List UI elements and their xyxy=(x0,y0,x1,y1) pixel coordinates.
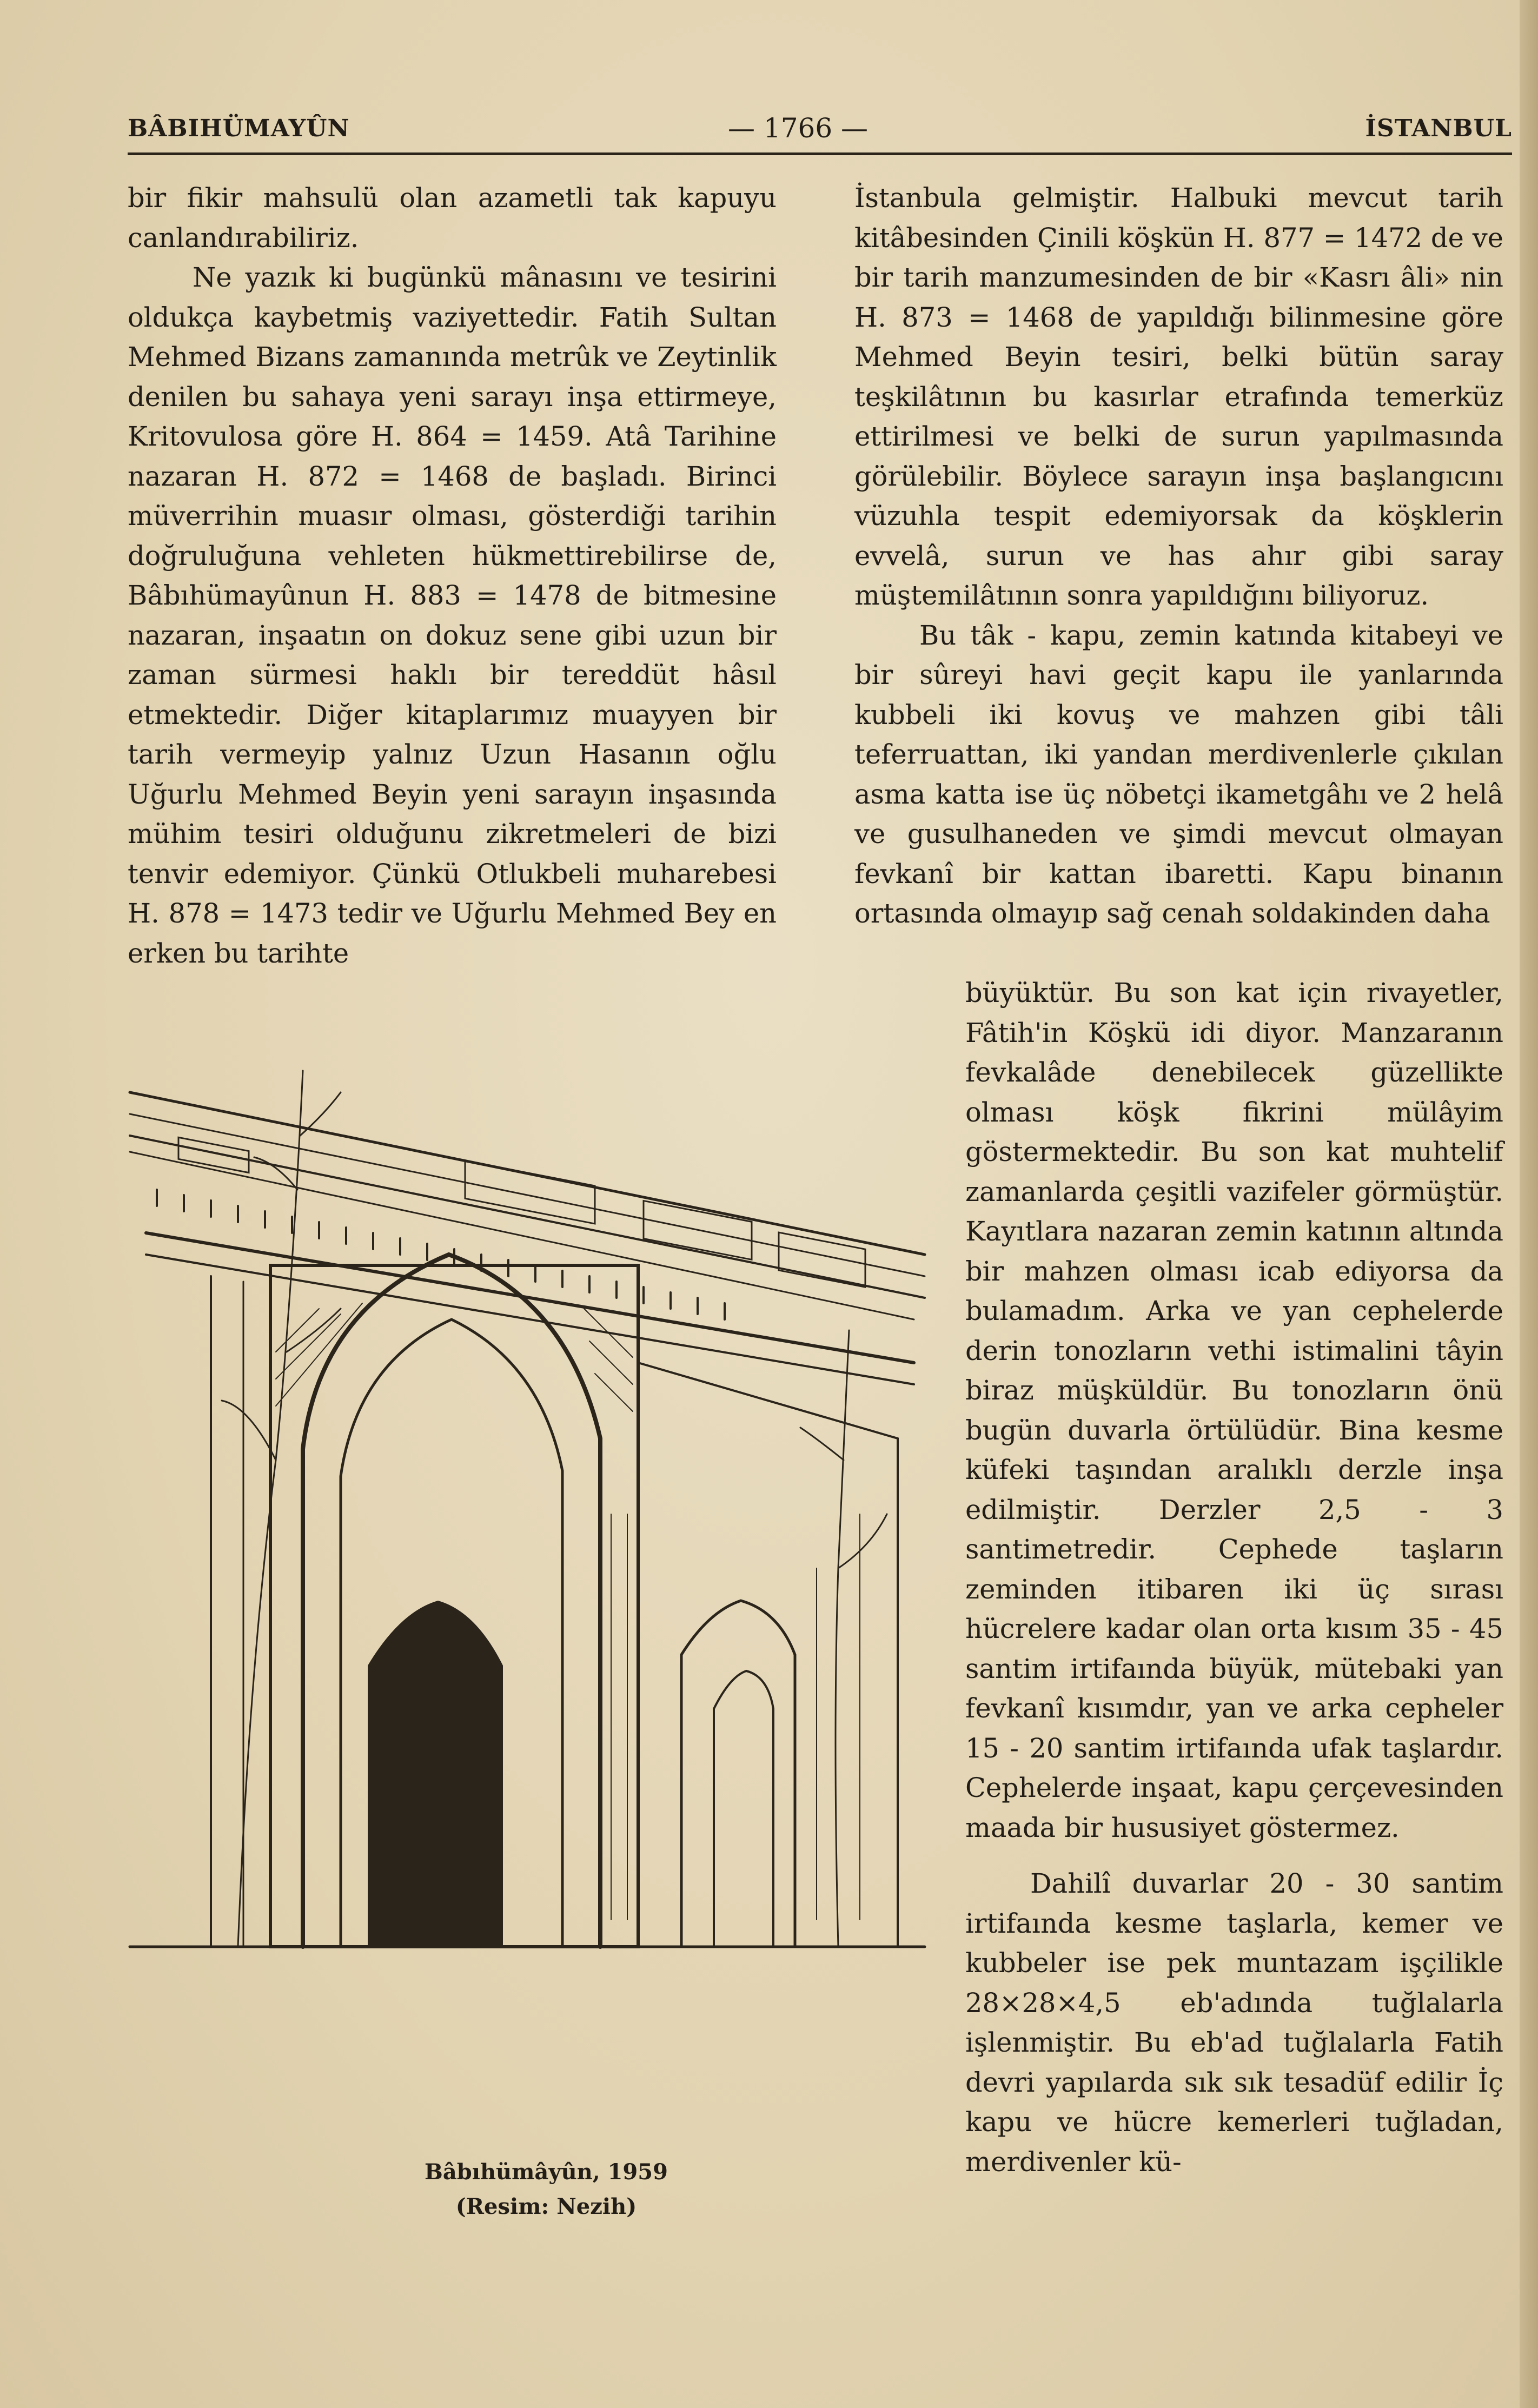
left-paragraph-2: Ne yazık ki bugünkü mânasını ve tesirini oldukça kaybetmiş vaziyettedir. Fatih Sultan Mehmed Bizans zamanında metrûk ve Zeytinlik denilen bu sahaya yeni sarayı inşa ettirmeye, Kritovulosa göre H. 864 = 1459. Atâ Tarihine nazaran H. 872 = 1468 de başladı. Birinci müverrihin muasır olması, gösterdiği tarihin doğruluğuna vehleten hükmettirebilirse de, Bâbıhümayûnun H. 883 = 1478 de bitmesine nazaran, inşaatın on dokuz sene gibi uzun bir zaman sürmesi haklı bir tereddüt hâsıl etmektedir. Diğer kitaplarımız muayyen bir tarih vermeyip yalnız Uzun Hasanın oğlu Uğurlu Mehmed Beyin yeni sarayın inşasında mühim tesiri olduğunu zikretmeleri de bizi tenvir edemiyor. Çünkü Otlukbeli muharebesi H. 878 = 1473 tedir ve Uğurlu Mehmed Bey en erken bu tarihte xyxy=(128,262,777,969)
right-column-top xyxy=(854,178,1503,934)
header-rule xyxy=(128,152,1512,155)
page-edge-shadow xyxy=(1520,0,1538,2408)
caption-credit: (Resim: Nezih) xyxy=(455,2194,637,2219)
right-paragraph-1: İstanbula gelmiştir. Halbuki mevcut tarih kitâbesinden Çinili köşkün H. 877 = 1472 de ve bir tarih manzumesinden de bir «Kasrı âli» nin H. 873 = 1468 de yapıldığı bilinmesine göre Mehmed Beyin tesiri, belki bütün saray teşkilâtının bu kasırlar etrafında temerküz ettirilmesi ve belki de surun yapılmasında görülebilir. Böylece sarayın inşa başlangıcını vüzuhla tespit edemiyorsak da köşklerin evvelâ, surun ve has ahır gibi saray müştemilâtının sonra yapıldığını biliyoruz. xyxy=(854,182,1503,611)
left-column xyxy=(128,178,777,973)
right-paragraph-4: Dahilî duvarlar 20 - 30 santim irtifaında kesme taşlarla, kemer ve kubbeler ise pek muntazam işçilikle 28×28×4,5 eb'adında tuğlalarla işlenmiştir. Bu eb'ad tuğlalarla Fatih devri yapılarda sık sık tesadüf edilir İç kapu ve hücre kemerleri tuğladan, merdivenler kü- xyxy=(965,1868,1503,2178)
right-paragraph-2: Bu tâk - kapu, zemin katında kitabeyi ve bir sûreyi havi geçit kapu ile yanlarında kubbeli iki kovuş ve mahzen gibi tâli teferruattan, iki yandan merdivenlerle çıkılan asma katta ise üç nöbetçi ikametgâhı ve 2 helâ ve gusulhaneden ve şimdi mevcut olmayan fevkanî bir kattan ibaretti. Kapu binanın ortasında olmayıp sağ cenah soldakinden daha xyxy=(854,619,1503,929)
right-column-bottom xyxy=(965,973,1503,2182)
caption-title: Bâbıhümâyûn, 1959 xyxy=(425,2159,668,2185)
right-paragraph-3: büyüktür. Bu son kat için rivayetler, Fâtih'in Köşkü idi diyor. Manzaranın fevkalâde denebilecek güzellikte olması köşk fikrini mülâyim göstermektedir. Bu son kat muhtelif zamanlarda çeşitli vazifeler görmüştür. Kayıtlara nazaran zemin katının altında bir mahzen olması icab ediyorsa da bulamadım. Arka ve yan cephelerde derin tonozların vethi istimalini tâyin biraz müşküldür. Bu tonozların önü bugün duvarla örtülüdür. Bina kesme küfeki taşından aralıklı derzle inşa edilmiştir. Derzler 2,5 - 3 santimetredir. Cephede taşların zeminden itibaren iki üç sırası hücrelere kadar olan orta kısım 35 - 45 santim irtifaında büyük, mütebaki yan fevkanî kısımdır, yan ve arka cepheler 15 - 20 santim irtifaında ufak taşlardır. Cephelerde inşaat, kapu çerçevesinden maada bir hususiyet göstermez. xyxy=(965,977,1503,1843)
gate-illustration xyxy=(114,1027,946,2012)
running-header xyxy=(128,108,1512,151)
header-title: BÂBIHÜMAYÛN xyxy=(128,115,350,142)
left-paragraph-1: bir fikir mahsulü olan azametli tak kapuyu canlandırabiliriz. xyxy=(128,182,777,254)
header-section: İSTANBUL xyxy=(1365,115,1512,142)
figure-caption xyxy=(303,2155,790,2224)
gate-sketch-drawing xyxy=(114,1027,946,2012)
page-number: — 1766 — xyxy=(728,112,869,144)
